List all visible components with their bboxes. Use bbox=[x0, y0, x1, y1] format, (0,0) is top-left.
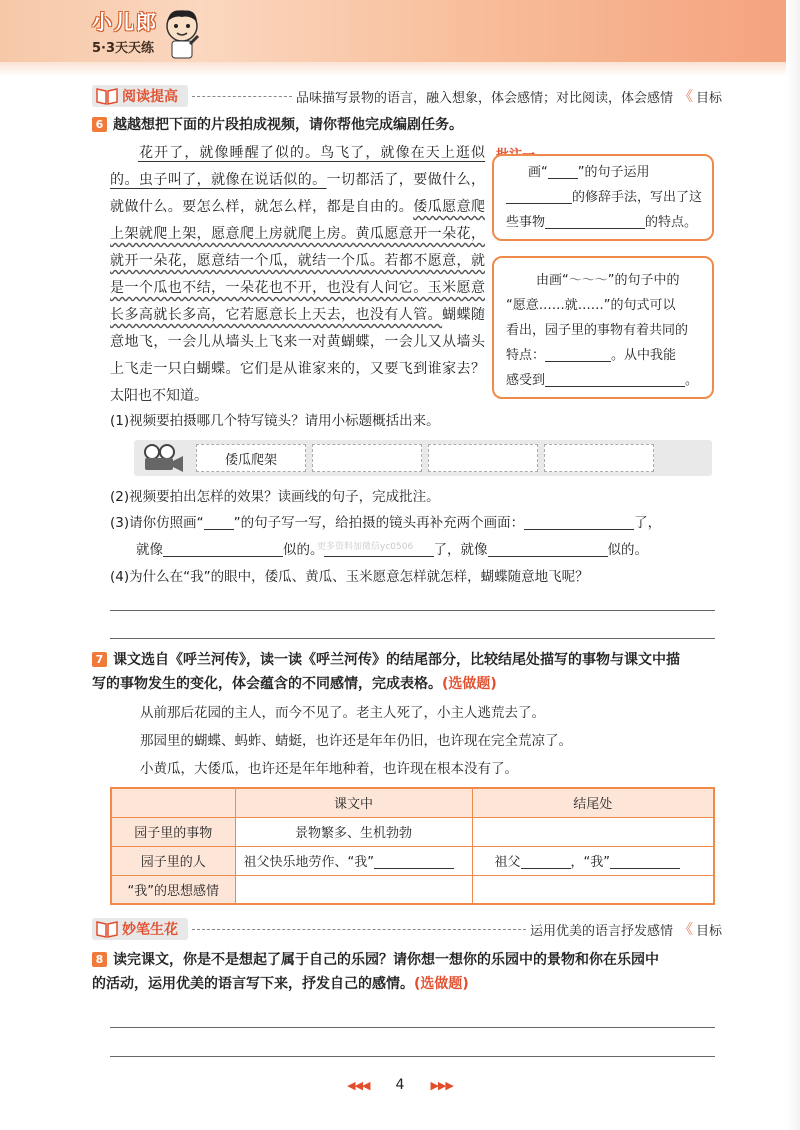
page-edge bbox=[786, 0, 800, 1130]
table-header-row bbox=[111, 788, 714, 817]
brand-subtitle: 5·3天天练 bbox=[92, 41, 155, 56]
section-tag bbox=[92, 85, 188, 107]
table-cell-empty[interactable] bbox=[235, 875, 472, 904]
book-icon bbox=[96, 920, 118, 938]
chevron-left-icon: 《 bbox=[678, 89, 693, 105]
watermark: 更多资料加微信yc0506 bbox=[317, 542, 414, 552]
passage-text: 蝴蝶随意地飞，一会儿从墙头上飞来一对黄蝴蝶，一会儿又从墙头上飞走一只白蝴蝶。它们是从谁家来的，又要飞到谁家去？太阳也不知道。 bbox=[110, 307, 486, 404]
quote-line: 小黄瓜，大倭瓜，也许还是年年地种着，也许现在根本没有了。 bbox=[140, 761, 518, 777]
optional-tag: (选做题) bbox=[414, 976, 469, 992]
shot-strip bbox=[134, 440, 712, 476]
answer-blank[interactable] bbox=[524, 514, 634, 530]
table-row bbox=[111, 817, 714, 846]
answer-line[interactable] bbox=[110, 638, 715, 639]
answer-blank[interactable] bbox=[545, 371, 685, 387]
annotation-2-box: 由画“～～～”的句子中的 “愿意……就……”的句式可以 看出，园子里的事物有着共同的 特点： 。从中我能 感受到 。 bbox=[492, 256, 714, 399]
section-writing bbox=[92, 917, 722, 941]
row-label: “我”的思想感情 bbox=[111, 875, 235, 904]
table-corner bbox=[111, 788, 235, 817]
passage-sentence-straight: 花开了，就像睡醒了似的。鸟飞了，就像在天上逛似的。虫子叫了，就像在说话似的。 bbox=[110, 145, 485, 188]
table-row bbox=[111, 846, 714, 875]
row-label: 园子里的人 bbox=[111, 846, 235, 875]
question-number: 7 bbox=[92, 652, 107, 667]
annotation-1-box: 画“ ”的句子运用 的修辞手法，写出了这 些事物 的特点。 bbox=[492, 154, 714, 241]
answer-blank[interactable] bbox=[506, 188, 572, 204]
question-6-3-line2: 就像 似的。 了，就像 似的。 bbox=[136, 542, 648, 558]
optional-tag: (选做题) bbox=[442, 676, 497, 692]
divider bbox=[192, 929, 526, 930]
answer-line[interactable] bbox=[110, 1056, 715, 1057]
table-cell: 景物繁多、生机勃勃 bbox=[235, 817, 472, 846]
question-7-title: 7 课文选自《呼兰河传》，读一读《呼兰河传》的结尾部分，比较结尾处描写的事物与课文中描 写的事物发生的变化，体会蕴含的不同感情，完成表格。(选做题) bbox=[92, 652, 680, 692]
answer-line[interactable] bbox=[110, 1027, 715, 1028]
table-header: 课文中 bbox=[235, 788, 472, 817]
question-6-4: (4)为什么在“我”的眼中，倭瓜、黄瓜、玉米愿意怎样就怎样，蝴蝶随意地飞呢？ bbox=[110, 569, 589, 585]
page-footer bbox=[0, 1077, 800, 1093]
header-fade bbox=[0, 62, 800, 76]
section-goal: 运用优美的语言抒发感情 bbox=[529, 923, 673, 939]
shot-box[interactable] bbox=[312, 444, 422, 472]
question-number: 8 bbox=[92, 952, 107, 967]
mascot-icon bbox=[160, 8, 204, 60]
table-cell[interactable]: 祖父快乐地劳作、“我” bbox=[235, 846, 472, 875]
section-target: 《 目标 bbox=[679, 86, 722, 106]
quote-line: 那园里的蝴蝶、蚂蚱、蜻蜓，也许还是年年仍旧，也许现在完全荒凉了。 bbox=[140, 733, 572, 749]
passage-text: 一切都活了，要做什么，就做什么。要怎么样，就怎么样，都是自由的。 bbox=[110, 172, 486, 215]
page-number: 4 bbox=[395, 1077, 405, 1093]
triangle-left-icon: ◀◀◀ bbox=[347, 1079, 370, 1092]
answer-blank[interactable] bbox=[545, 346, 611, 362]
table-cell-empty[interactable] bbox=[472, 875, 714, 904]
brand-logo bbox=[92, 6, 158, 56]
question-6-1: (1)视频要拍摄哪几个特写镜头？请用小标题概括出来。 bbox=[110, 413, 440, 429]
question-6-3: (3)请你仿照画“ ”的句子写一写，给拍摄的镜头再补充两个画面： 了， bbox=[110, 515, 662, 531]
section-target: 《 目标 bbox=[679, 919, 722, 939]
row-label: 园子里的事物 bbox=[111, 817, 235, 846]
question-8-title: 8 读完课文，你是不是想起了属于自己的乐园？请你想一想你的乐园中的景物和你在乐园中 的活动，运用优美的语言写下来，抒发自己的感情。(选做题) bbox=[92, 952, 659, 992]
section-label: 阅读提高 bbox=[122, 89, 178, 105]
section-reading bbox=[92, 84, 722, 108]
shot-box[interactable] bbox=[428, 444, 538, 472]
passage bbox=[110, 140, 485, 410]
answer-blank[interactable] bbox=[488, 541, 608, 557]
shot-box[interactable]: 倭瓜爬架 bbox=[196, 444, 306, 472]
section-tag bbox=[92, 918, 188, 940]
question-6-2: (2)视频要拍出怎样的效果？读画线的句子，完成批注。 bbox=[110, 489, 440, 505]
passage-sentence-wavy: 倭瓜愿意爬上架就爬上架，愿意爬上房就爬上房。黄瓜愿意开一朵花，就开一朵花，愿意结一个瓜，就结一个瓜。若都不愿意，就是一个瓜也不结，一朵花也不开，也没有人问它。玉米愿意长多高就长多高，它若愿意长上天去，也没有人管。 bbox=[110, 199, 486, 323]
chevron-left-icon: 《 bbox=[678, 922, 693, 938]
table-cell[interactable]: 祖父 ，“我” bbox=[472, 846, 714, 875]
table-header: 结尾处 bbox=[472, 788, 714, 817]
quote-line: 从前那后花园的主人，而今不见了。老主人死了，小主人逃荒去了。 bbox=[140, 705, 545, 721]
answer-line[interactable] bbox=[110, 610, 715, 611]
section-label: 妙笔生花 bbox=[122, 922, 178, 938]
brand-name: 小儿郎 bbox=[92, 10, 158, 34]
table-cell-empty[interactable] bbox=[472, 817, 714, 846]
question-number: 6 bbox=[92, 117, 107, 132]
comparison-table bbox=[110, 787, 715, 905]
section-goal: 品味描写景物的语言，融入想象，体会感情；对比阅读，体会感情 bbox=[295, 90, 673, 106]
shot-box[interactable] bbox=[544, 444, 654, 472]
divider bbox=[192, 96, 292, 97]
movie-camera-icon bbox=[140, 443, 186, 473]
book-icon bbox=[96, 87, 118, 105]
question-6-title: 6 越越想把下面的片段拍成视频，请你帮他完成编剧任务。 bbox=[92, 113, 463, 137]
triangle-right-icon: ▶▶▶ bbox=[430, 1079, 453, 1092]
answer-blank[interactable] bbox=[163, 541, 283, 557]
table-row bbox=[111, 875, 714, 904]
answer-blank[interactable] bbox=[545, 213, 645, 229]
answer-blank[interactable] bbox=[548, 163, 578, 179]
